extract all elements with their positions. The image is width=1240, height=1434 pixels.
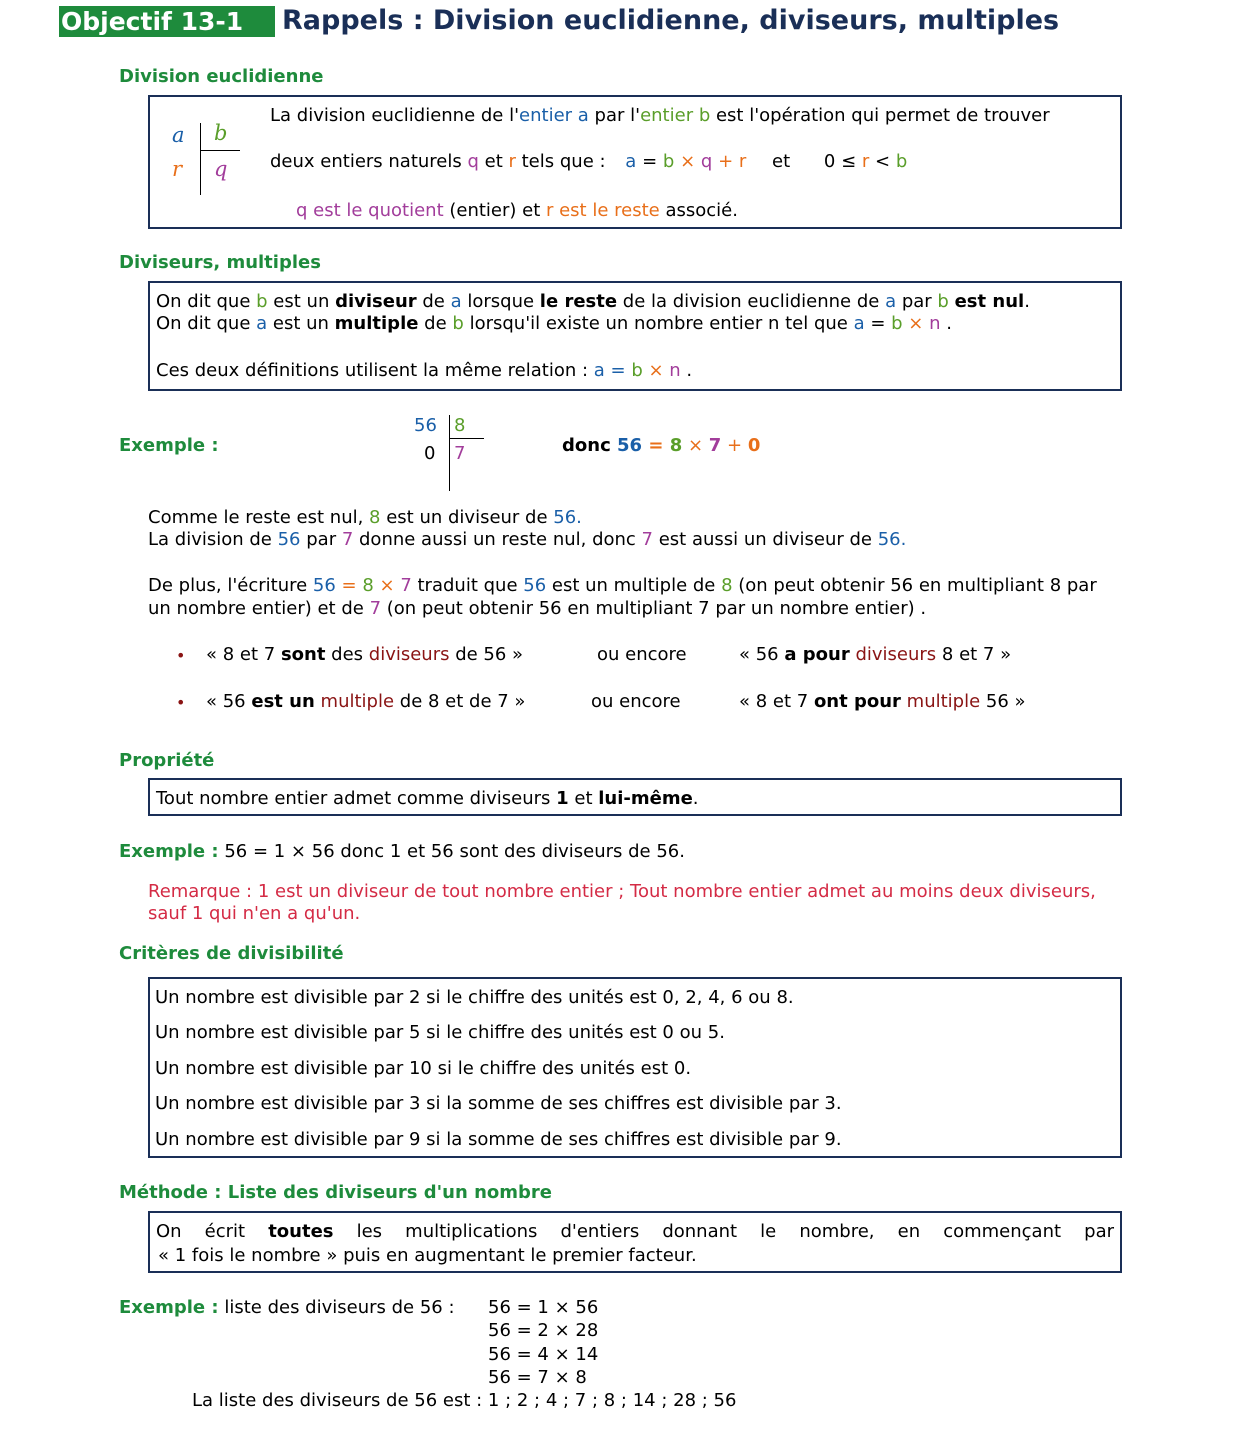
diagram-a: a (172, 123, 185, 147)
example-label-3: Exemple : (119, 1297, 219, 1318)
example-dividend: 56 (414, 415, 437, 436)
division-text-line-1: La division euclidienne de l'entier a par l'entier b est l'opération qui permet de trouver (270, 105, 1050, 126)
bullet-1-left: « 8 et 7 sont des diviseurs de 56 » (206, 644, 524, 665)
bullet-2-right: « 8 et 7 ont pour multiple 56 » (739, 691, 1026, 712)
propriete-text: Tout nombre entier admet comme diviseurs 1 et lui-même. (156, 788, 699, 809)
objective-badge: Objectif 13-1 (59, 6, 275, 37)
diviseurs-definition-box (148, 281, 1122, 391)
product-1: 56 = 1 × 56 (488, 1297, 599, 1318)
bullet-icon: • (176, 693, 186, 712)
multiple-definition: On dit que a est un multiple de b lorsqu'il existe un nombre entier n tel que a = b × n . (156, 313, 952, 334)
section-heading-criteres: Critères de divisibilité (119, 943, 344, 964)
page-title: Rappels : Division euclidienne, diviseurs, multiples (282, 5, 1060, 36)
methode-line-1: On écrit toutes les multiplications d'entiers donnant le nombre, en commençant par (156, 1221, 1114, 1242)
divisors-conclusion: La liste des diviseurs de 56 est : 1 ; 2 ; 4 ; 7 ; 8 ; 14 ; 28 ; 56 (192, 1390, 737, 1411)
methode-line-2: « 1 fois le nombre » puis en augmentant le premier facteur. (158, 1245, 697, 1266)
bullet-1-right: « 56 a pour diviseurs 8 et 7 » (739, 644, 1012, 665)
example-divisor: 8 (454, 415, 466, 436)
bullet-1-middle: ou encore (597, 644, 687, 665)
division-text-line-3: q est le quotient (entier) et r est le reste associé. (296, 200, 738, 221)
product-4: 56 = 7 × 8 (488, 1367, 587, 1388)
critere-3: Un nombre est divisible par 3 si la somme de ses chiffres est divisible par 3. (155, 1093, 842, 1114)
example-3: Exemple : liste des diviseurs de 56 : (119, 1297, 455, 1318)
critere-9: Un nombre est divisible par 9 si la somme de ses chiffres est divisible par 9. (155, 1129, 842, 1150)
critere-5: Un nombre est divisible par 5 si le chiffre des unités est 0 ou 5. (155, 1022, 725, 1043)
example-equation: donc 56 = 8 × 7 + 0 (562, 435, 761, 456)
product-3: 56 = 4 × 14 (488, 1344, 599, 1365)
critere-2: Un nombre est divisible par 2 si le chiffre des unités est 0, 2, 4, 6 ou 8. (155, 987, 794, 1008)
example-vertical-rule (449, 415, 450, 491)
example-label-2: Exemple : (119, 841, 219, 862)
diagram-horizontal-rule (200, 150, 240, 151)
division-inequality: 0 ≤ r < b (823, 151, 908, 172)
division-definition-box (148, 95, 1122, 229)
diviseur-definition: On dit que b est un diviseur de a lorsque le reste de la division euclidienne de a par b est nul. (156, 291, 1030, 312)
diagram-b: b (214, 121, 228, 145)
methode-box (148, 1211, 1122, 1273)
example-quotient: 7 (454, 443, 466, 464)
division-formula: a = b × q + r (625, 151, 747, 172)
propriete-box (148, 778, 1122, 816)
example-paragraph-2: La division de 56 par 7 donne aussi un reste nul, donc 7 est aussi un diviseur de 56. (148, 529, 907, 550)
product-2: 56 = 2 × 28 (488, 1320, 599, 1341)
example-2: Exemple : 56 = 1 × 56 donc 1 et 56 sont des diviseurs de 56. (119, 841, 685, 862)
example-paragraph-1: Comme le reste est nul, 8 est un diviseur de 56. (148, 507, 582, 528)
section-heading-propriete: Propriété (119, 750, 215, 771)
bullet-2-middle: ou encore (591, 691, 681, 712)
section-heading-methode: Méthode : Liste des diviseurs d'un nombre (119, 1182, 552, 1203)
example-remainder: 0 (424, 443, 436, 464)
section-heading-division: Division euclidienne (119, 66, 324, 87)
diagram-vertical-rule (200, 123, 201, 195)
example-horizontal-rule (449, 438, 484, 439)
section-heading-diviseurs: Diviseurs, multiples (119, 252, 321, 273)
example-paragraph-4: un nombre entier) et de 7 (on peut obtenir 56 en multipliant 7 par un nombre entier) . (148, 598, 927, 619)
example-paragraph-3: De plus, l'écriture 56 = 8 × 7 traduit que 56 est un multiple de 8 (on peut obtenir 56 en multipliant 8 par (148, 575, 1097, 596)
remark-line-1: Remarque : 1 est un diviseur de tout nombre entier ; Tout nombre entier admet au moins deux diviseurs, (148, 881, 1096, 902)
division-text-line-2: deux entiers naturels q et r tels que : a = b × q + r et 0 ≤ r < b (270, 151, 908, 172)
critere-10: Un nombre est divisible par 10 si le chiffre des unités est 0. (155, 1058, 692, 1079)
bullet-icon: • (176, 646, 186, 665)
remark-line-2: sauf 1 qui n'en a qu'un. (148, 903, 361, 924)
bullet-2-left: « 56 est un multiple de 8 et de 7 » (206, 691, 526, 712)
relation-statement: Ces deux définitions utilisent la même relation : a = b × n . (156, 360, 693, 381)
example-label-1: Exemple : (119, 435, 219, 456)
diagram-r: r (172, 157, 183, 181)
diagram-q: q (214, 157, 228, 181)
